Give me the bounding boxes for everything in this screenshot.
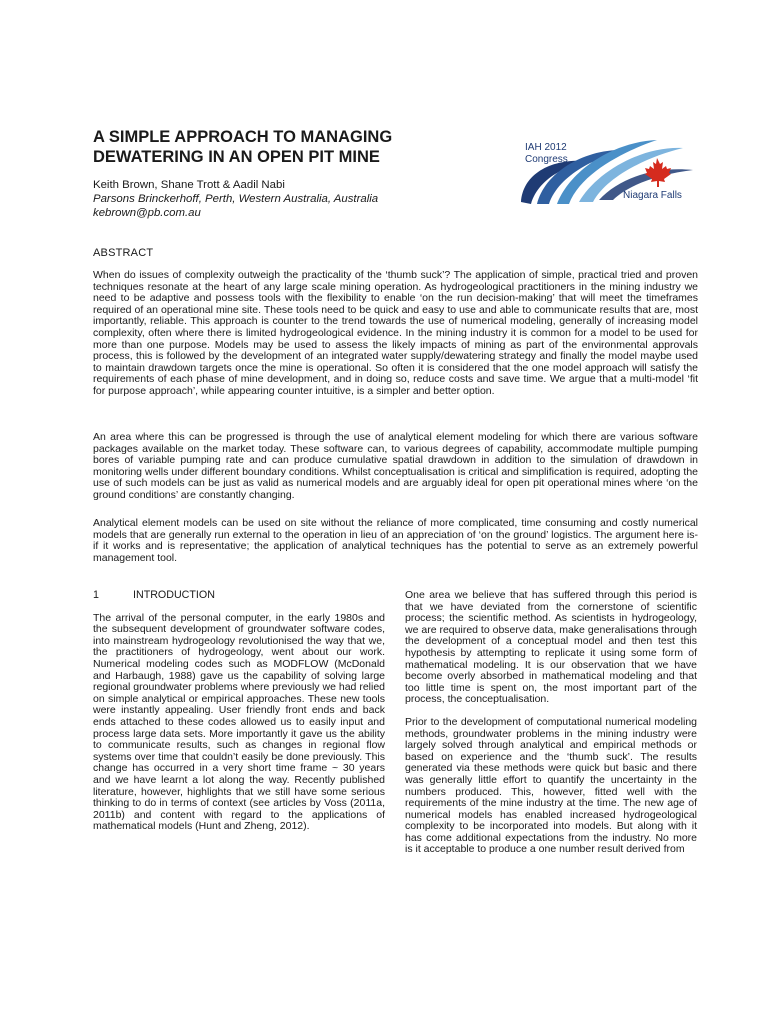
logo-year: IAH 2012 bbox=[525, 142, 567, 153]
abstract-paragraph-3: Analytical element models can be used on site without the reliance of more complicated, time consuming and costly numerical models that are generally run external to the operation in lieu of an appreciation of ‘on the ground’ logistics. The argument here is- if it works and is representative; the application of analytical techniques has the potential to serve as an extremely powerful management tool. bbox=[93, 517, 698, 564]
abstract-paragraph-1: When do issues of complexity outweigh the practicality of the ‘thumb suck’? The application of simple, practical tried and proven techniques resonate at the heart of any large scale mining operation. As hydrogeological practitioners in the mining industry we need to be adaptive and possess tools with the flexibility to enable ‘on the run decision-making’ that will meet the timeframes required of an operational mine site. These tools need to be quick and easy to use and able to communicate results that are, most importantly, reliable. This approach is counter to the trend towards the use of numerical modeling, generally of increasing model complexity, often where there is limited hydrogeological evidence. In the mining industry it is common for a model to be used for more than one purpose. Models may be used to assess the likely impacts of mining as part of the environmental approvals process, this is followed by the development of an integrated water supply/dewatering strategy and finally the model maybe used to maintain drawdown targets once the mine is operational. So often it is considered that the one model approach will satisfy the requirements of each phase of mine development, and in doing so, reduce costs and save time. We argue that a multi-model ‘fit for purpose approach’, while appearing counter intuitive, is a simpler and better option. bbox=[93, 269, 698, 397]
right-column bbox=[405, 590, 697, 856]
author-email: kebrown@pb.com.au bbox=[93, 207, 201, 219]
paper-title bbox=[93, 127, 453, 167]
left-column bbox=[93, 590, 385, 833]
section-number: 1 bbox=[93, 589, 99, 601]
abstract-heading: ABSTRACT bbox=[93, 247, 154, 259]
abstract-paragraph-2: An area where this can be progressed is through the use of analytical element modeling for which there are various software packages available on the market today. These software can, to various degrees of capability, accommodate multiple pumping bores of variable pumping rate and can produce cumulative spatial drawdown in addition to the simulation of drawdown in monitoring wells under different boundary conditions. Whilst conceptualisation is critical and simplification is required, adopting the use of such models can be just as valid as numerical models and are arguably ideal for open pit operational mines where ‘on the ground conditions’ are constantly changing. bbox=[93, 431, 698, 501]
section-title: INTRODUCTION bbox=[133, 589, 215, 601]
logo-location: Niagara Falls bbox=[623, 190, 682, 201]
intro-paragraph-2: One area we believe that has suffered through this period is that we have deviated from the cornerstone of scientific process; the scientific method. As scientists in hydrogeology, we are required to observe data, make generalisations through the development of a conceptual model and then test this hypothesis by attempting to replicate it using some form of mathematical modeling. It is our observation that we have become overly absorbed in mathematical modeling and that too little time is spent on, the most important part of the process, the conceptualisation. bbox=[405, 589, 697, 706]
title-line-2: DEWATERING IN AN OPEN PIT MINE bbox=[93, 148, 380, 166]
affiliation: Parsons Brinckerhoff, Perth, Western Australia, Australia bbox=[93, 193, 379, 205]
intro-paragraph-3: Prior to the development of computational numerical modeling methods, groundwater problems in the mining industry were largely solved through analytical and empirical methods or based on experience and the ‘thumb suck’. The results generated via these methods were quick but basic and there was generally little effort to quantify the uncertainty in the numbers produced. This, however, fitted well with the requirements of the mine industry at the time. The new age of numerical models has enabled increased hydrogeological complexity to be incorporated into models. But along with it has come additional expectations from the industry. No more is it acceptable to produce a one number result derived from bbox=[405, 715, 697, 856]
title-line-1: A SIMPLE APPROACH TO MANAGING bbox=[93, 128, 393, 146]
author-names: Keith Brown, Shane Trott & Aadil Nabi bbox=[93, 179, 285, 191]
section-heading bbox=[93, 590, 385, 602]
author-block bbox=[93, 178, 453, 220]
iah-congress-logo bbox=[515, 132, 695, 212]
intro-paragraph-1: The arrival of the personal computer, in the early 1980s and the subsequent development of groundwater software codes, into mainstream hydrogeology revolutionised the way that we, the practitioners of hydrogeology, went about our work. Numerical modeling codes such as MODFLOW (McDonald and Harbaugh, 1988) gave us the capability of solving large regional groundwater problems where previously we had relied on simple analytical or empirical approaches. These new tools were instantly appealing. User friendly front ends and back ends attached to these codes allowed us to easily input and process large data sets. More importantly it gave us the ability to communicate results, such as changes in regional flow systems over time that couldn’t easily be done previously. This change has occurred in a very short time frame ~ 30 years and we have learnt a lot along the way. Recently published literature, however, highlights that we still have some serious thinking to do in terms of context (see articles by Voss (2011a, 2011b) and content with regard to the applications of mathematical models (Hunt and Zheng, 2012). bbox=[93, 611, 385, 833]
maple-leaf-icon bbox=[645, 158, 671, 187]
logo-congress: Congress bbox=[525, 154, 568, 165]
